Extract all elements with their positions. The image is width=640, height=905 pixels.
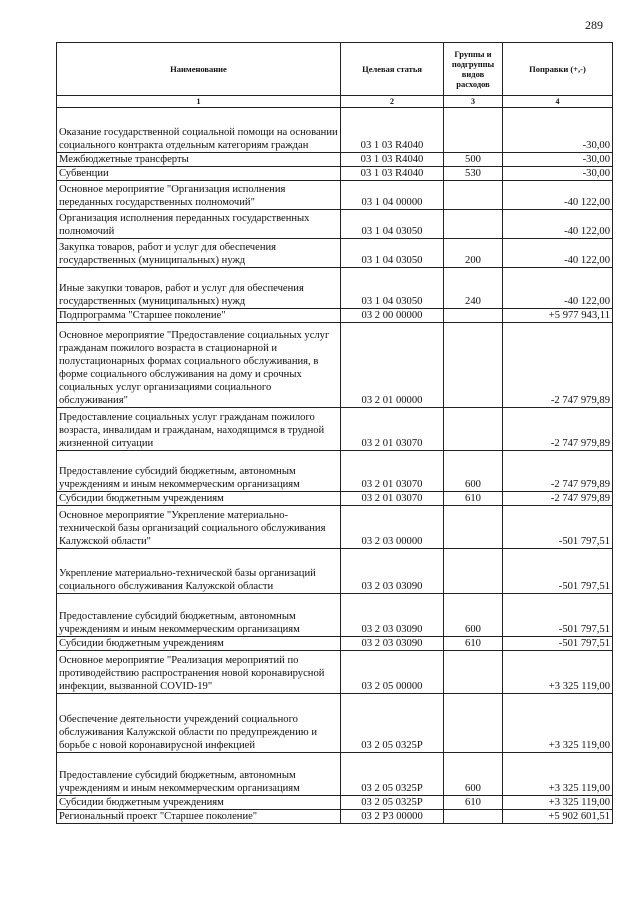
row-expense-group-cell: 610 xyxy=(444,637,503,651)
row-name-cell: Организация исполнения переданных государственных полномочий xyxy=(57,210,341,239)
header-target-article: Целевая статья xyxy=(341,43,444,96)
row-name-cell: Основное мероприятие "Реализация мероприятий по противодействию распространения новой коронавирусной инфекции, вызванной COVID-19" xyxy=(57,651,341,694)
table-row xyxy=(57,408,613,451)
row-name-cell: Предоставление субсидий бюджетным, автономным учреждениям и иным некоммерческим организациям xyxy=(57,594,341,637)
row-target-article-cell: 03 2 01 00000 xyxy=(341,323,444,408)
row-amount-cell: +3 325 119,00 xyxy=(503,694,613,753)
table-row xyxy=(57,753,613,796)
row-target-article-cell: 03 2 05 0325P xyxy=(341,796,444,810)
row-name-cell: Межбюджетные трансферты xyxy=(57,153,341,167)
row-expense-group-cell xyxy=(444,108,503,153)
row-expense-group-cell xyxy=(444,549,503,594)
table-row xyxy=(57,506,613,549)
table-row xyxy=(57,167,613,181)
row-name-cell: Субвенции xyxy=(57,167,341,181)
row-name-cell: Субсидии бюджетным учреждениям xyxy=(57,492,341,506)
table-row xyxy=(57,239,613,268)
budget-amendments-table xyxy=(56,42,613,824)
row-expense-group-cell xyxy=(444,323,503,408)
row-amount-cell: -40 122,00 xyxy=(503,268,613,309)
row-target-article-cell: 03 2 03 03090 xyxy=(341,594,444,637)
row-amount-cell: +5 902 601,51 xyxy=(503,810,613,824)
row-expense-group-cell: 600 xyxy=(444,451,503,492)
row-name-cell: Подпрограмма "Старшее поколение" xyxy=(57,309,341,323)
table-row xyxy=(57,268,613,309)
table-row xyxy=(57,594,613,637)
table-row xyxy=(57,549,613,594)
row-amount-cell: -40 122,00 xyxy=(503,239,613,268)
row-name-cell: Обеспечение деятельности учреждений социального обслуживания Калужской области по предупреждению и борьбе с новой коронавирусной инфекцией xyxy=(57,694,341,753)
row-amount-cell: -40 122,00 xyxy=(503,210,613,239)
table-row xyxy=(57,451,613,492)
row-amount-cell: -2 747 979,89 xyxy=(503,323,613,408)
row-amount-cell: +3 325 119,00 xyxy=(503,651,613,694)
row-expense-group-cell xyxy=(444,694,503,753)
row-name-cell: Предоставление субсидий бюджетным, автономным учреждениям и иным некоммерческим организациям xyxy=(57,753,341,796)
page-number: 289 xyxy=(585,18,603,32)
row-target-article-cell: 03 2 05 00000 xyxy=(341,651,444,694)
row-target-article-cell: 03 2 01 03070 xyxy=(341,408,444,451)
table-row xyxy=(57,651,613,694)
row-expense-group-cell xyxy=(444,309,503,323)
row-expense-group-cell xyxy=(444,181,503,210)
column-number-row xyxy=(57,96,613,108)
row-name-cell: Субсидии бюджетным учреждениям xyxy=(57,637,341,651)
table-body xyxy=(57,108,613,824)
row-amount-cell: -501 797,51 xyxy=(503,637,613,651)
row-target-article-cell: 03 1 04 03050 xyxy=(341,268,444,309)
table-row xyxy=(57,694,613,753)
row-amount-cell: -2 747 979,89 xyxy=(503,451,613,492)
row-amount-cell: +5 977 943,11 xyxy=(503,309,613,323)
column-number: 4 xyxy=(503,96,613,108)
row-amount-cell: -30,00 xyxy=(503,108,613,153)
row-target-article-cell: 03 1 03 R4040 xyxy=(341,108,444,153)
row-amount-cell: -501 797,51 xyxy=(503,549,613,594)
row-target-article-cell: 03 2 01 03070 xyxy=(341,492,444,506)
row-amount-cell: -30,00 xyxy=(503,167,613,181)
table-row xyxy=(57,492,613,506)
row-amount-cell: -30,00 xyxy=(503,153,613,167)
table-row xyxy=(57,210,613,239)
column-number: 2 xyxy=(341,96,444,108)
row-target-article-cell: 03 2 03 03090 xyxy=(341,637,444,651)
row-name-cell: Региональный проект "Старшее поколение" xyxy=(57,810,341,824)
table-header-row xyxy=(57,43,613,96)
row-target-article-cell: 03 1 03 R4040 xyxy=(341,153,444,167)
row-expense-group-cell: 200 xyxy=(444,239,503,268)
row-name-cell: Иные закупки товаров, работ и услуг для обеспечения государственных (муниципальных) нужд xyxy=(57,268,341,309)
row-name-cell: Предоставление субсидий бюджетным, автономным учреждениям и иным некоммерческим организациям xyxy=(57,451,341,492)
row-amount-cell: -2 747 979,89 xyxy=(503,408,613,451)
row-name-cell: Укрепление материально-технической базы организаций социального обслуживания Калужской области xyxy=(57,549,341,594)
row-target-article-cell: 03 2 05 0325P xyxy=(341,694,444,753)
row-target-article-cell: 03 1 04 03050 xyxy=(341,210,444,239)
table-row xyxy=(57,637,613,651)
row-name-cell: Основное мероприятие "Организация исполнения переданных государственных полномочий" xyxy=(57,181,341,210)
table-row xyxy=(57,309,613,323)
row-name-cell: Предоставление социальных услуг гражданам пожилого возраста, инвалидам и гражданам, находящимся в трудной жизненной ситуации xyxy=(57,408,341,451)
header-expense-groups: Группы и подгруппы видов расходов xyxy=(444,43,503,96)
row-expense-group-cell: 240 xyxy=(444,268,503,309)
row-amount-cell: -501 797,51 xyxy=(503,506,613,549)
row-expense-group-cell xyxy=(444,810,503,824)
row-expense-group-cell: 500 xyxy=(444,153,503,167)
row-target-article-cell: 03 2 03 03090 xyxy=(341,549,444,594)
row-amount-cell: -40 122,00 xyxy=(503,181,613,210)
row-target-article-cell: 03 1 03 R4040 xyxy=(341,167,444,181)
row-amount-cell: +3 325 119,00 xyxy=(503,753,613,796)
row-expense-group-cell: 600 xyxy=(444,753,503,796)
row-name-cell: Оказание государственной социальной помощи на основании социального контракта отдельным категориям граждан xyxy=(57,108,341,153)
row-expense-group-cell: 530 xyxy=(444,167,503,181)
table-row xyxy=(57,181,613,210)
row-target-article-cell: 03 2 01 03070 xyxy=(341,451,444,492)
column-number: 3 xyxy=(444,96,503,108)
table-row xyxy=(57,153,613,167)
header-amendments: Поправки (+,-) xyxy=(503,43,613,96)
row-target-article-cell: 03 2 P3 00000 xyxy=(341,810,444,824)
table-row xyxy=(57,108,613,153)
row-target-article-cell: 03 2 03 00000 xyxy=(341,506,444,549)
row-expense-group-cell: 600 xyxy=(444,594,503,637)
row-target-article-cell: 03 2 00 00000 xyxy=(341,309,444,323)
row-amount-cell: -501 797,51 xyxy=(503,594,613,637)
row-name-cell: Закупка товаров, работ и услуг для обеспечения государственных (муниципальных) нужд xyxy=(57,239,341,268)
row-amount-cell: +3 325 119,00 xyxy=(503,796,613,810)
row-target-article-cell: 03 1 04 00000 xyxy=(341,181,444,210)
row-expense-group-cell: 610 xyxy=(444,492,503,506)
column-number: 1 xyxy=(57,96,341,108)
table-row xyxy=(57,323,613,408)
row-target-article-cell: 03 1 04 03050 xyxy=(341,239,444,268)
table-row xyxy=(57,796,613,810)
row-amount-cell: -2 747 979,89 xyxy=(503,492,613,506)
header-name: Наименование xyxy=(57,43,341,96)
row-expense-group-cell xyxy=(444,651,503,694)
row-expense-group-cell xyxy=(444,210,503,239)
table-row xyxy=(57,810,613,824)
row-expense-group-cell xyxy=(444,408,503,451)
row-name-cell: Субсидии бюджетным учреждениям xyxy=(57,796,341,810)
row-name-cell: Основное мероприятие "Предоставление социальных услуг гражданам пожилого возраста в стационарной и полустационарных формах социального обслуживания, в форме социального обслуживания на дому и срочных социальных услуг организациями социального обслуживания" xyxy=(57,323,341,408)
row-name-cell: Основное мероприятие "Укрепление материально-технической базы организаций социального обслуживания Калужской области" xyxy=(57,506,341,549)
row-expense-group-cell: 610 xyxy=(444,796,503,810)
row-target-article-cell: 03 2 05 0325P xyxy=(341,753,444,796)
row-expense-group-cell xyxy=(444,506,503,549)
